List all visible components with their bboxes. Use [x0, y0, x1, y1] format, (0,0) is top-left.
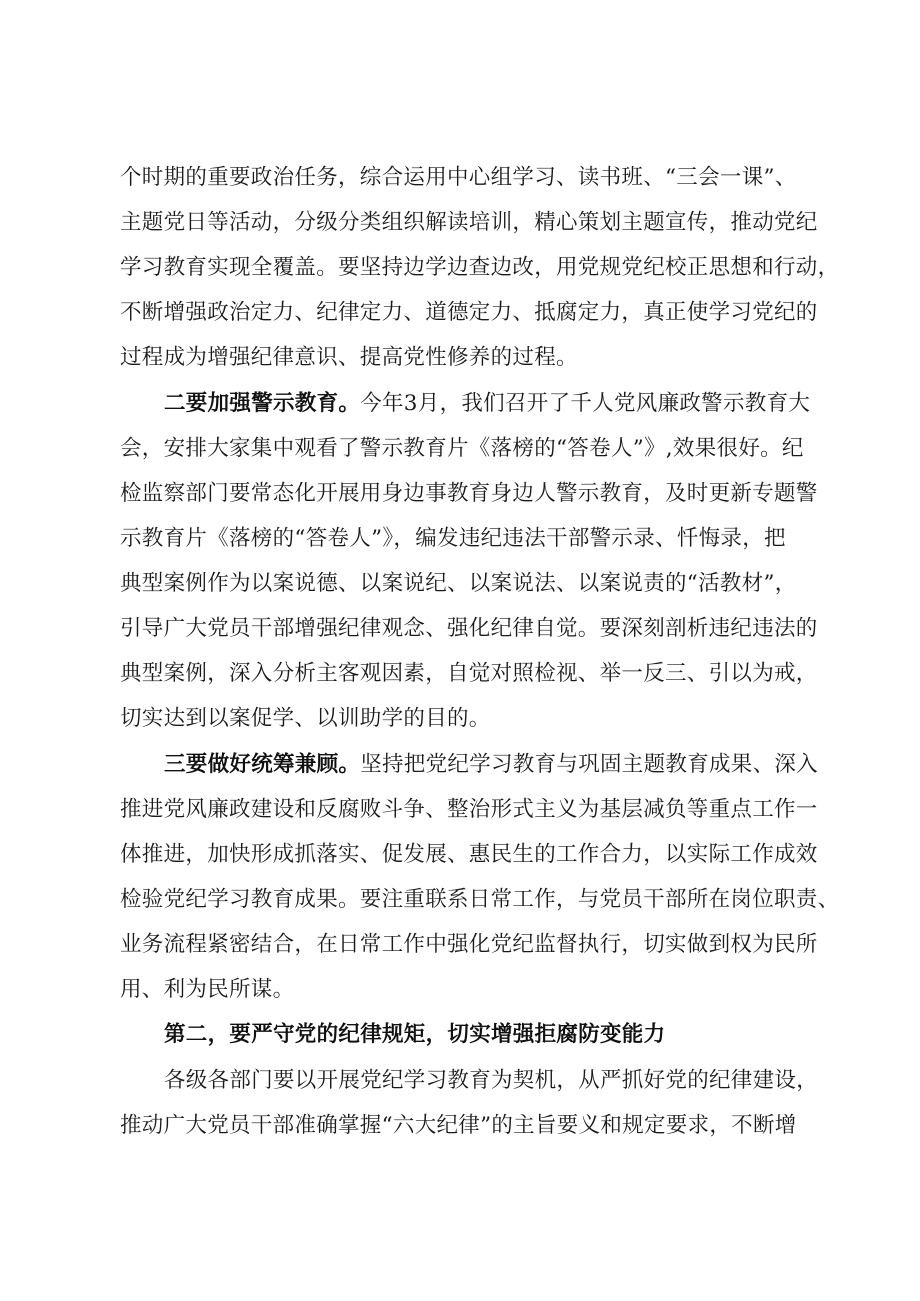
- text-line: [0, 925, 920, 965]
- line-text: 会，安排大家集中观看了警示教育片《落榜的“答卷人”》,效果很好。纪: [120, 436, 804, 461]
- text-line: [0, 790, 920, 830]
- line-text: 坚持把党纪学习教育与巩固主题教育成果、深入: [360, 752, 819, 777]
- line-text: 不断增强政治定力、纪律定力、道德定力、抵腐定力，真正使学习党纪的: [120, 300, 818, 325]
- text-line: [0, 158, 920, 198]
- text-line: [0, 654, 920, 694]
- text-line: [0, 474, 920, 514]
- line-text: 切实达到以案促学、以训助学的目的。: [120, 706, 491, 731]
- text-line: [0, 429, 920, 469]
- line-text: 过程成为增强纪律意识、提高党性修养的过程。: [120, 345, 578, 370]
- text-line: [0, 699, 920, 739]
- line-text: 体推进，加快形成抓落实、促发展、惠民生的工作合力，以实际工作成效: [120, 842, 818, 867]
- paragraph-heading: 二要加强警示教育。: [164, 391, 361, 416]
- text-line: [0, 970, 920, 1010]
- line-text: 学习教育实现全覆盖。要坚持边学边查边改，用党规党纪校正思想和行动，: [120, 255, 840, 280]
- line-text: 业务流程紧密结合，在日常工作中强化党纪监督执行，切实做到权为民所: [120, 932, 818, 957]
- text-line: [0, 1061, 920, 1101]
- text-line: [0, 384, 920, 424]
- line-text: 推进党风廉政建设和反腐败斗争、整治形式主义为基层减负等重点工作一: [120, 797, 818, 822]
- line-text: 主题党日等活动，分级分类组织解读培训，精心策划主题宣传，推动党纪: [120, 210, 818, 235]
- text-line: [0, 338, 920, 378]
- text-line: [0, 1106, 920, 1146]
- text-line: [0, 609, 920, 649]
- section-heading: 第二，要严守党的纪律规矩，切实增强拒腐防变能力: [164, 1022, 666, 1047]
- line-text: 引导广大党员干部增强纪律观念、强化纪律自觉。要深刻剖析违纪违法的: [120, 616, 818, 641]
- line-text: 典型案例，深入分析主客观因素，自觉对照检视、举一反三、引以为戒，: [120, 661, 818, 686]
- line-text: 检验党纪学习教育成果。要注重联系日常工作，与党员干部所在岗位职责、: [120, 887, 840, 912]
- text-line: [0, 203, 920, 243]
- text-line: [0, 248, 920, 288]
- text-line: [0, 835, 920, 875]
- text-line: [0, 519, 920, 559]
- text-line: [0, 1015, 920, 1055]
- line-text: 示教育片《落榜的“答卷人”》，编发违纪违法干部警示录、忏悔录，把: [120, 526, 786, 551]
- text-line: [0, 293, 920, 333]
- line-text: 推动广大党员干部准确掌握“六大纪律”的主旨要义和规定要求，不断增: [120, 1113, 797, 1138]
- line-text: 用、利为民所谋。: [120, 977, 295, 1002]
- line-text: 各级各部门要以开展党纪学习教育为契机，从严抓好党的纪律建设，: [164, 1068, 819, 1093]
- text-line: [0, 745, 920, 785]
- line-text: 今年3月，我们召开了千人党风廉政警示教育大: [360, 391, 811, 416]
- line-text: 个时期的重要政治任务，综合运用中心组学习、读书班、“三会一课”、: [120, 165, 797, 190]
- line-text: 典型案例作为以案说德、以案说纪、以案说法、以案说责的“活教材”，: [120, 571, 797, 596]
- line-text: 检监察部门要常态化开展用身边事教育身边人警示教育，及时更新专题警: [120, 481, 818, 506]
- text-line: [0, 880, 920, 920]
- text-line: [0, 564, 920, 604]
- paragraph-heading: 三要做好统筹兼顾。: [164, 752, 361, 777]
